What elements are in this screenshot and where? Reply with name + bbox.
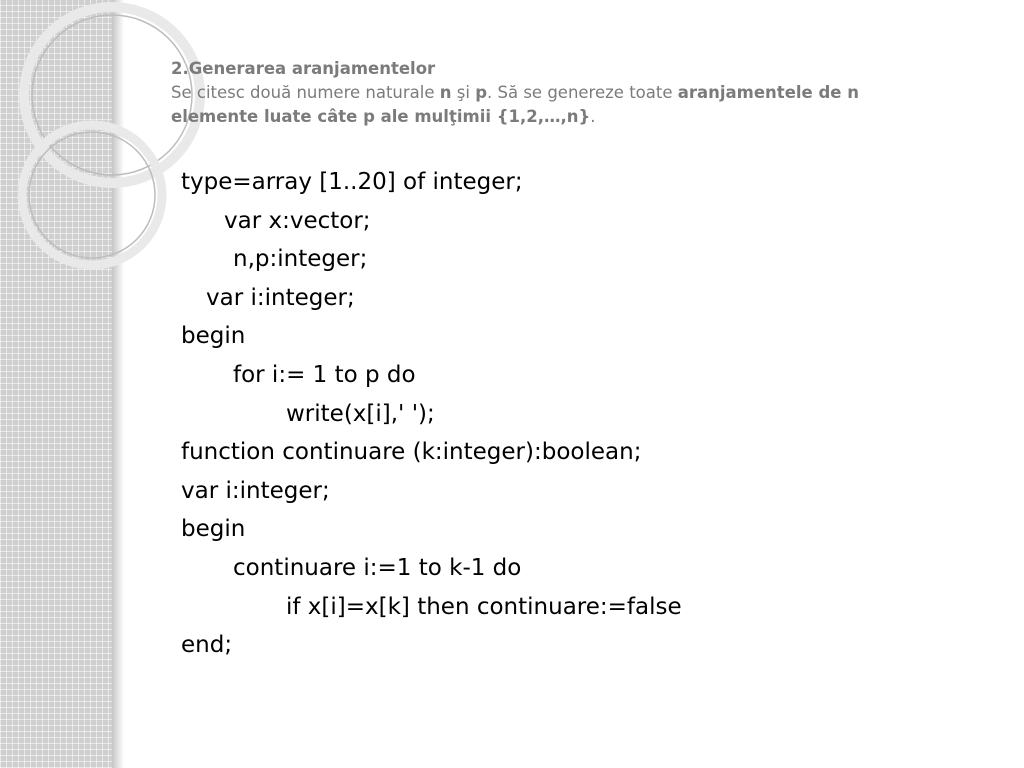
code-line: function continuare (k:integer):boolean; [181, 439, 642, 466]
code-line: continuare i:=1 to k-1 do [233, 554, 522, 581]
subtitle-text: . [590, 107, 596, 126]
subtitle-var-n: n [439, 83, 452, 102]
decorative-circles-icon [0, 0, 200, 320]
subtitle-text: Se citesc două numere naturale [171, 83, 440, 102]
subtitle-var-p: p [475, 83, 488, 102]
subtitle-text: . Să se genereze toate [487, 83, 678, 102]
subtitle-text: şi [451, 83, 476, 102]
code-line: n,p:integer; [233, 246, 368, 273]
code-line: var x:vector; [224, 207, 371, 234]
code-line: if x[i]=x[k] then continuare:=false [286, 593, 682, 620]
code-line: begin [181, 323, 246, 350]
subtitle-bold-text: elemente luate câte p ale mulţimii {1,2,…,n} [171, 107, 591, 126]
code-line: for i:= 1 to p do [233, 361, 416, 388]
code-line: write(x[i],' '); [286, 400, 435, 427]
code-block [181, 163, 981, 665]
code-line: begin [181, 516, 246, 543]
code-line: type=array [1..20] of integer; [181, 169, 523, 195]
code-line: end; [181, 632, 233, 659]
code-line: var i:integer; [206, 284, 355, 311]
code-line: var i:integer; [181, 477, 330, 504]
slide-title-block [171, 57, 971, 129]
subtitle-bold-text: aranjamentele de n [677, 83, 859, 102]
slide-title: 2.Generarea aranjamentelor [171, 59, 436, 78]
slide-subtitle-line-2 [171, 105, 971, 129]
slide-subtitle-line-1 [171, 81, 971, 105]
